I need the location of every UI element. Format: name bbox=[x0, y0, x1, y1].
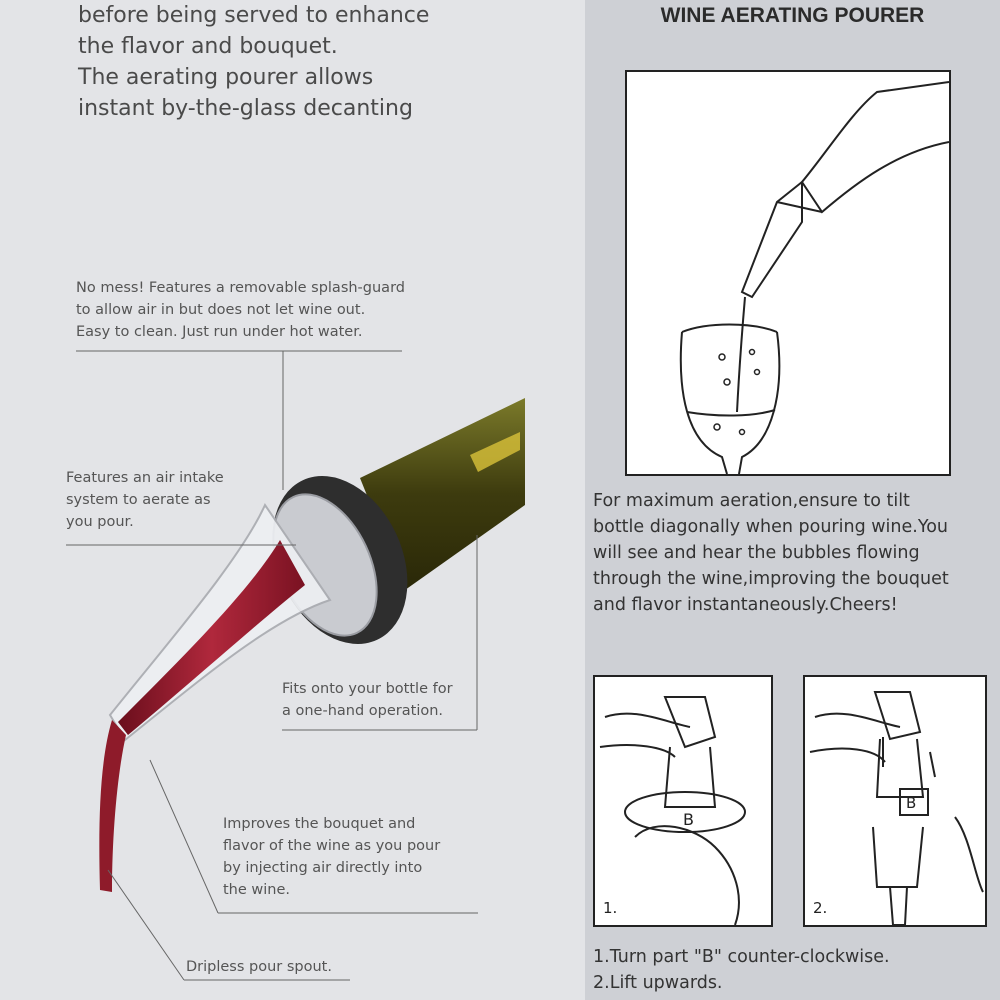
step-instruction: 1.Turn part "B" counter-clockwise. bbox=[593, 947, 890, 967]
callout-air-intake bbox=[66, 467, 224, 533]
callout-line: system to aerate as bbox=[66, 492, 211, 508]
step-2-number: 2. bbox=[813, 899, 828, 917]
callout-line: Features an air intake bbox=[66, 470, 224, 486]
part-b-label: B bbox=[906, 794, 917, 812]
part-b-label: B bbox=[683, 810, 694, 829]
step-2-illustration bbox=[803, 675, 987, 927]
description-line: through the wine,improving the bouquet bbox=[593, 569, 949, 589]
callout-line: a one-hand operation. bbox=[282, 703, 444, 719]
callout-line: No mess! Features a removable splash-guard bbox=[76, 280, 405, 296]
callout-line: you pour. bbox=[66, 514, 134, 530]
callout-line: to allow air in but does not let wine out. bbox=[76, 302, 366, 318]
callout-line: Dripless pour spout. bbox=[186, 959, 332, 975]
intro-line: instant by-the-glass decanting bbox=[78, 96, 413, 121]
callout-line: by injecting air directly into bbox=[223, 860, 423, 876]
panel-title: WINE AERATING POURER bbox=[660, 4, 925, 27]
step-2-drawing bbox=[805, 677, 985, 925]
callout-line: Easy to clean. Just run under hot water. bbox=[76, 324, 363, 340]
step-instruction: 2.Lift upwards. bbox=[593, 973, 723, 993]
description-line: and flavor instantaneously.Cheers! bbox=[593, 595, 898, 615]
callout-dripless bbox=[186, 956, 332, 978]
steps-text bbox=[593, 944, 890, 996]
callout-fits-bottle bbox=[282, 678, 453, 722]
step-1-illustration bbox=[593, 675, 773, 927]
description-line: bottle diagonally when pouring wine.You bbox=[593, 517, 949, 537]
callout-line: the wine. bbox=[223, 882, 291, 898]
callout-line: flavor of the wine as you pour bbox=[223, 838, 441, 854]
callout-bouquet bbox=[223, 813, 440, 901]
instructions-panel bbox=[585, 0, 1000, 1000]
step-1-drawing bbox=[595, 677, 771, 925]
aeration-description bbox=[593, 488, 949, 618]
description-line: For maximum aeration,ensure to tilt bbox=[593, 491, 910, 511]
description-line: will see and hear the bubbles flowing bbox=[593, 543, 920, 563]
callout-splash-guard bbox=[76, 277, 405, 343]
intro-line: the flavor and bouquet. bbox=[78, 34, 338, 59]
step-1-number: 1. bbox=[603, 899, 618, 917]
wine-stream bbox=[99, 720, 126, 892]
intro-line: The aerating pourer allows bbox=[78, 65, 374, 90]
wine-flow bbox=[118, 540, 305, 735]
pouring-illustration bbox=[625, 70, 951, 476]
pouring-drawing bbox=[627, 72, 949, 474]
intro-line: before being served to enhance bbox=[78, 3, 430, 28]
callout-line: Improves the bouquet and bbox=[223, 816, 416, 832]
callout-line: Fits onto your bottle for bbox=[282, 681, 453, 697]
